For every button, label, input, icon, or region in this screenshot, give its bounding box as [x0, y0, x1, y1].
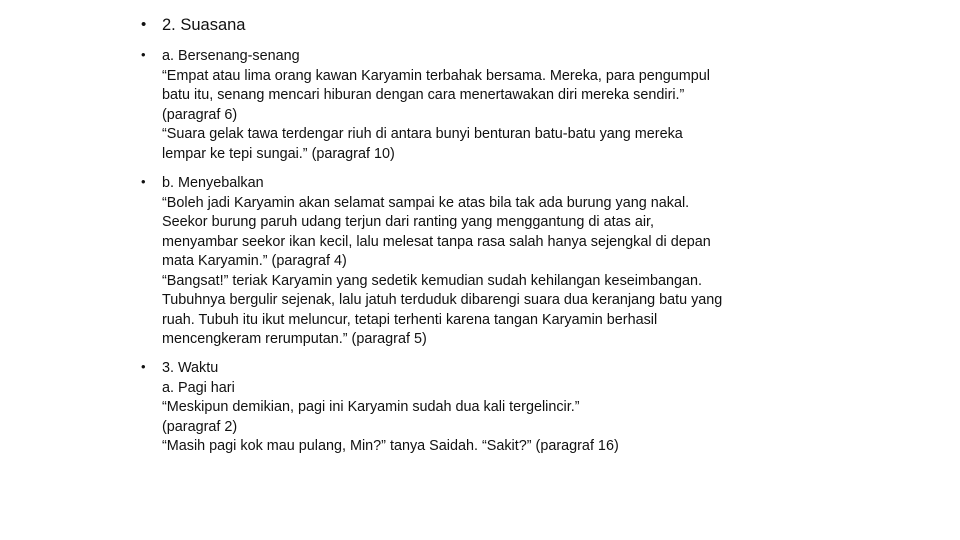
text-line: “Masih pagi kok mau pulang, Min?” tanya Saidah. “Sakit?” (paragraf 16) — [162, 438, 619, 454]
text-line: “Meskipun demikian, pagi ini Karyamin sudah dua kali tergelincir.” — [162, 399, 580, 415]
text-line: batu itu, senang mencari hiburan dengan cara menertawakan diri mereka sendiri.” — [162, 87, 685, 103]
bullet-text — [162, 47, 822, 164]
text-line: “Suara gelak tawa terdengar riuh di antara bunyi benturan batu-batu yang mereka — [162, 126, 683, 142]
text-line: (paragraf 2) — [162, 418, 238, 435]
text-line: mata Karyamin.” (paragraf 4) — [162, 253, 347, 269]
text-line: menyambar seekor ikan kecil, lalu melesat tanpa rasa salah hanya sejengkal di depan — [162, 233, 711, 250]
bullet-text — [162, 174, 822, 350]
text-line: ruah. Tubuh itu ikut meluncur, tetapi terhenti karena tangan Karyamin berhasil — [162, 311, 658, 328]
text-line: “Empat atau lima orang kawan Karyamin terbahak bersama. Mereka, para pengumpul — [162, 67, 710, 84]
bullet-marker: • — [141, 16, 147, 33]
text-line: Tubuhnya bergulir sejenak, lalu jatuh terduduk dibarengi suara dua keranjang batu yang — [162, 292, 723, 308]
text-line: a. Pagi hari — [162, 379, 235, 396]
text-line: (paragraf 6) — [162, 106, 238, 123]
text-line: 3. Waktu — [162, 360, 219, 376]
text-line: “Boleh jadi Karyamin akan selamat sampai ke atas bila tak ada burung yang nakal. — [162, 194, 690, 211]
text-line: “Bangsat!” teriak Karyamin yang sedetik kemudian sudah kehilangan keseimbangan. — [162, 272, 702, 289]
text-line: b. Menyebalkan — [162, 175, 264, 191]
bullet-marker: • — [141, 359, 146, 374]
heading-text — [162, 14, 822, 36]
heading-line: 2. Suasana — [162, 16, 246, 34]
bullet-marker: • — [141, 174, 146, 189]
bullet-text — [162, 359, 822, 457]
text-line: a. Bersenang-senang — [162, 48, 300, 64]
text-line: lempar ke tepi sungai.” (paragraf 10) — [162, 145, 395, 162]
text-line: Seekor burung paruh udang terjun dari ranting yang menggantung di atas air, — [162, 214, 655, 230]
text-line: mencengkeram rerumputan.” (paragraf 5) — [162, 331, 427, 347]
bullet-marker: • — [141, 47, 146, 62]
